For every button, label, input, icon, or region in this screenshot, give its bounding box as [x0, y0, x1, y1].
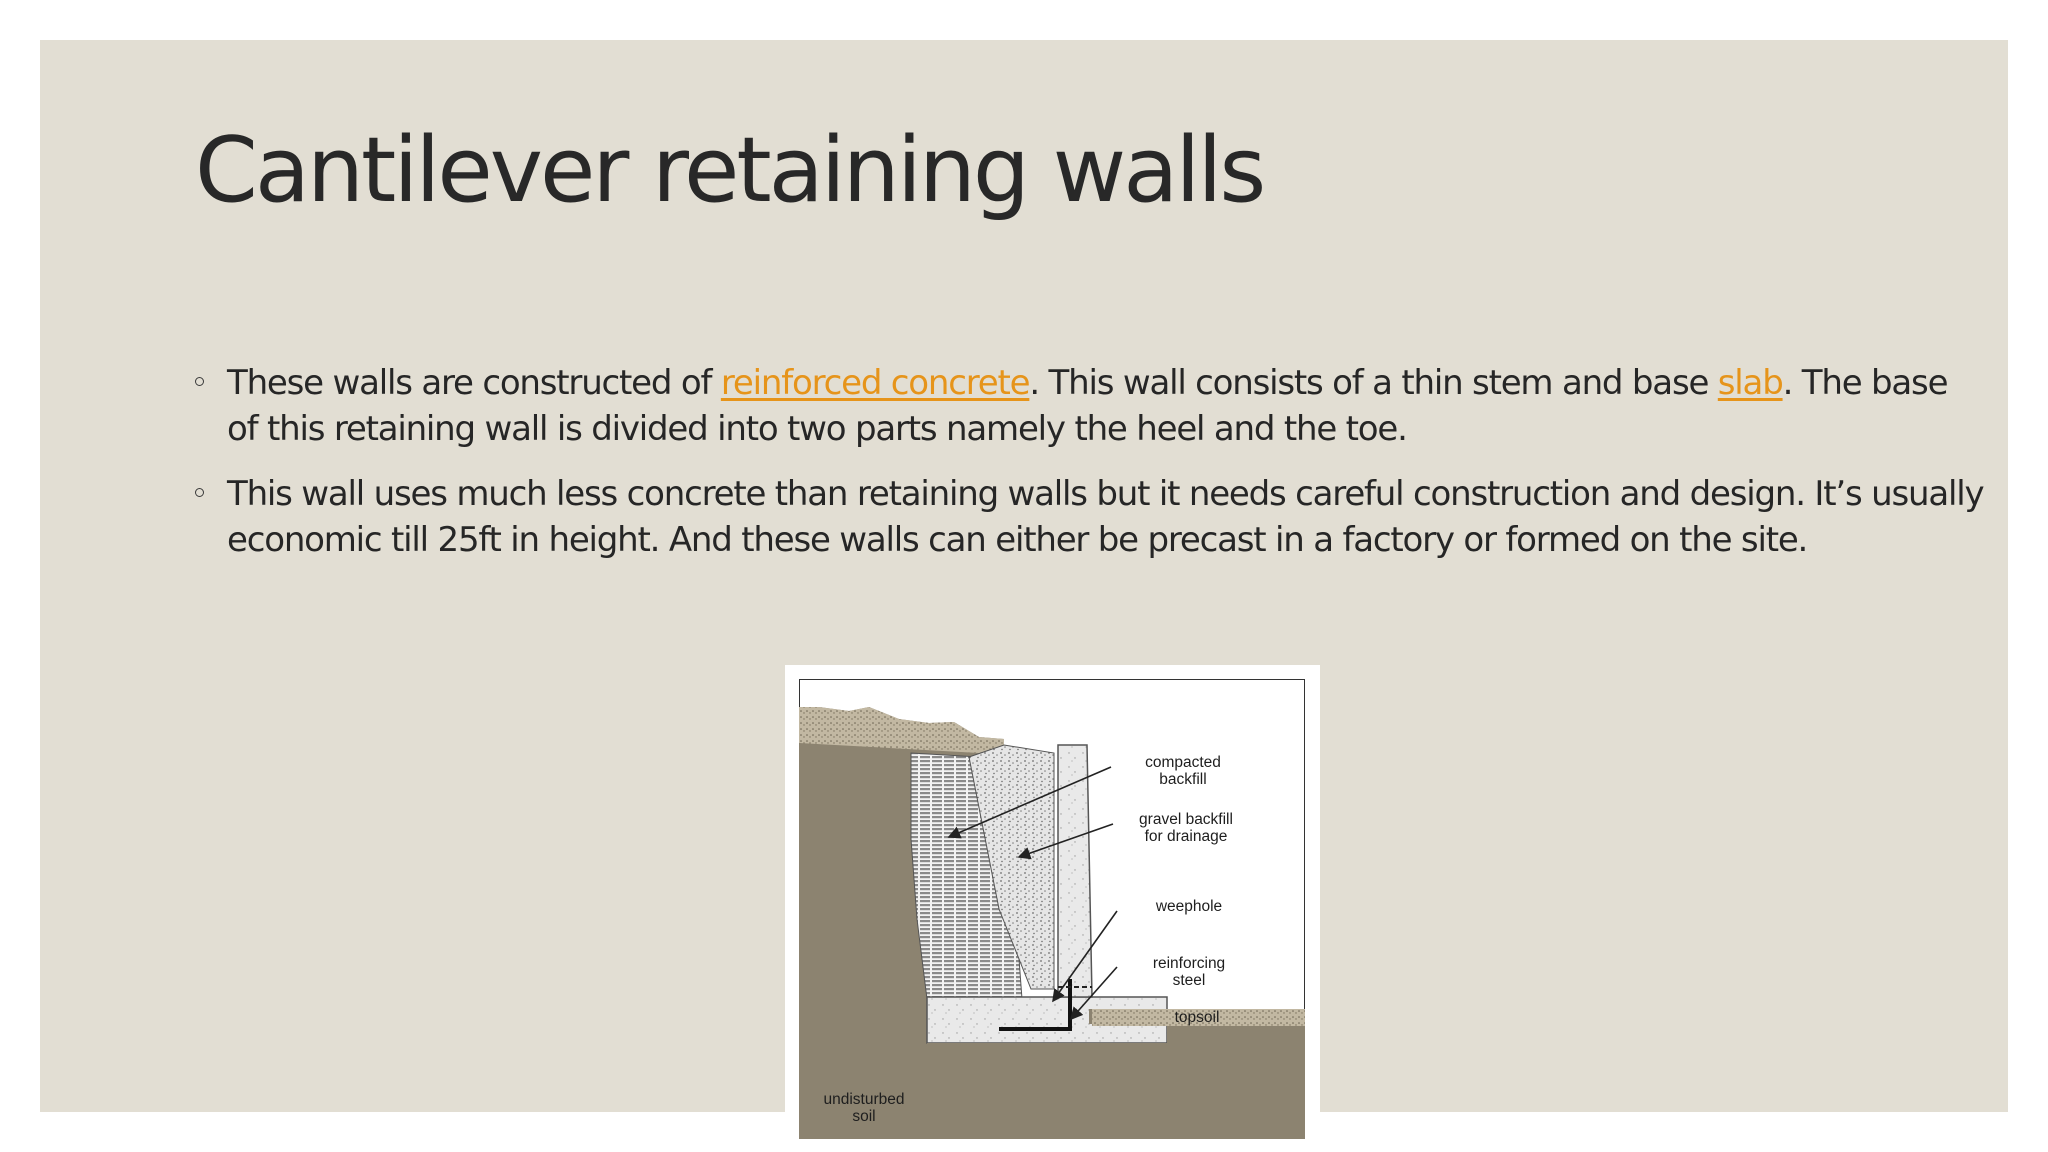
bullet-circle-icon: [195, 488, 204, 497]
bullet-item: [195, 471, 1985, 563]
label-gravel-backfill: gravel backfill: [1139, 811, 1233, 828]
slide-title: Cantilever retaining walls: [195, 118, 1264, 223]
label-topsoil: topsoil: [1174, 1009, 1220, 1026]
retaining-wall-diagram: [785, 665, 1320, 1152]
label-compacted: compacted: [1145, 754, 1221, 771]
bullet-list: [195, 360, 1985, 582]
label-soil: soil: [852, 1108, 876, 1125]
reinforced-concrete-link[interactable]: reinforced concrete: [720, 363, 1030, 403]
label-undisturbed: undisturbed: [823, 1091, 905, 1108]
diagram-svg: [799, 679, 1305, 1139]
bullet-text: This wall uses much less concrete than retaining walls but it needs careful construction and design. It’s usually economic till 25ft in height. And these walls can either be precast in a factory or formed on the site.: [227, 474, 1984, 560]
bullet-circle-icon: [195, 377, 204, 386]
label-for-drainage: for drainage: [1144, 828, 1228, 845]
bullet-item: [195, 360, 1985, 452]
bullet-text: . The base of this retaining wall is divided into two parts namely the heel and the toe.: [227, 363, 1948, 449]
label-weephole: weephole: [1155, 898, 1223, 915]
slab-link[interactable]: slab: [1717, 363, 1783, 403]
label-backfill: backfill: [1159, 771, 1207, 788]
bullet-text: . This wall consists of a thin stem and base: [1029, 363, 1718, 403]
label-reinforcing: reinforcing: [1152, 955, 1226, 972]
label-steel: steel: [1172, 972, 1206, 989]
bullet-text: These walls are constructed of: [227, 363, 721, 403]
